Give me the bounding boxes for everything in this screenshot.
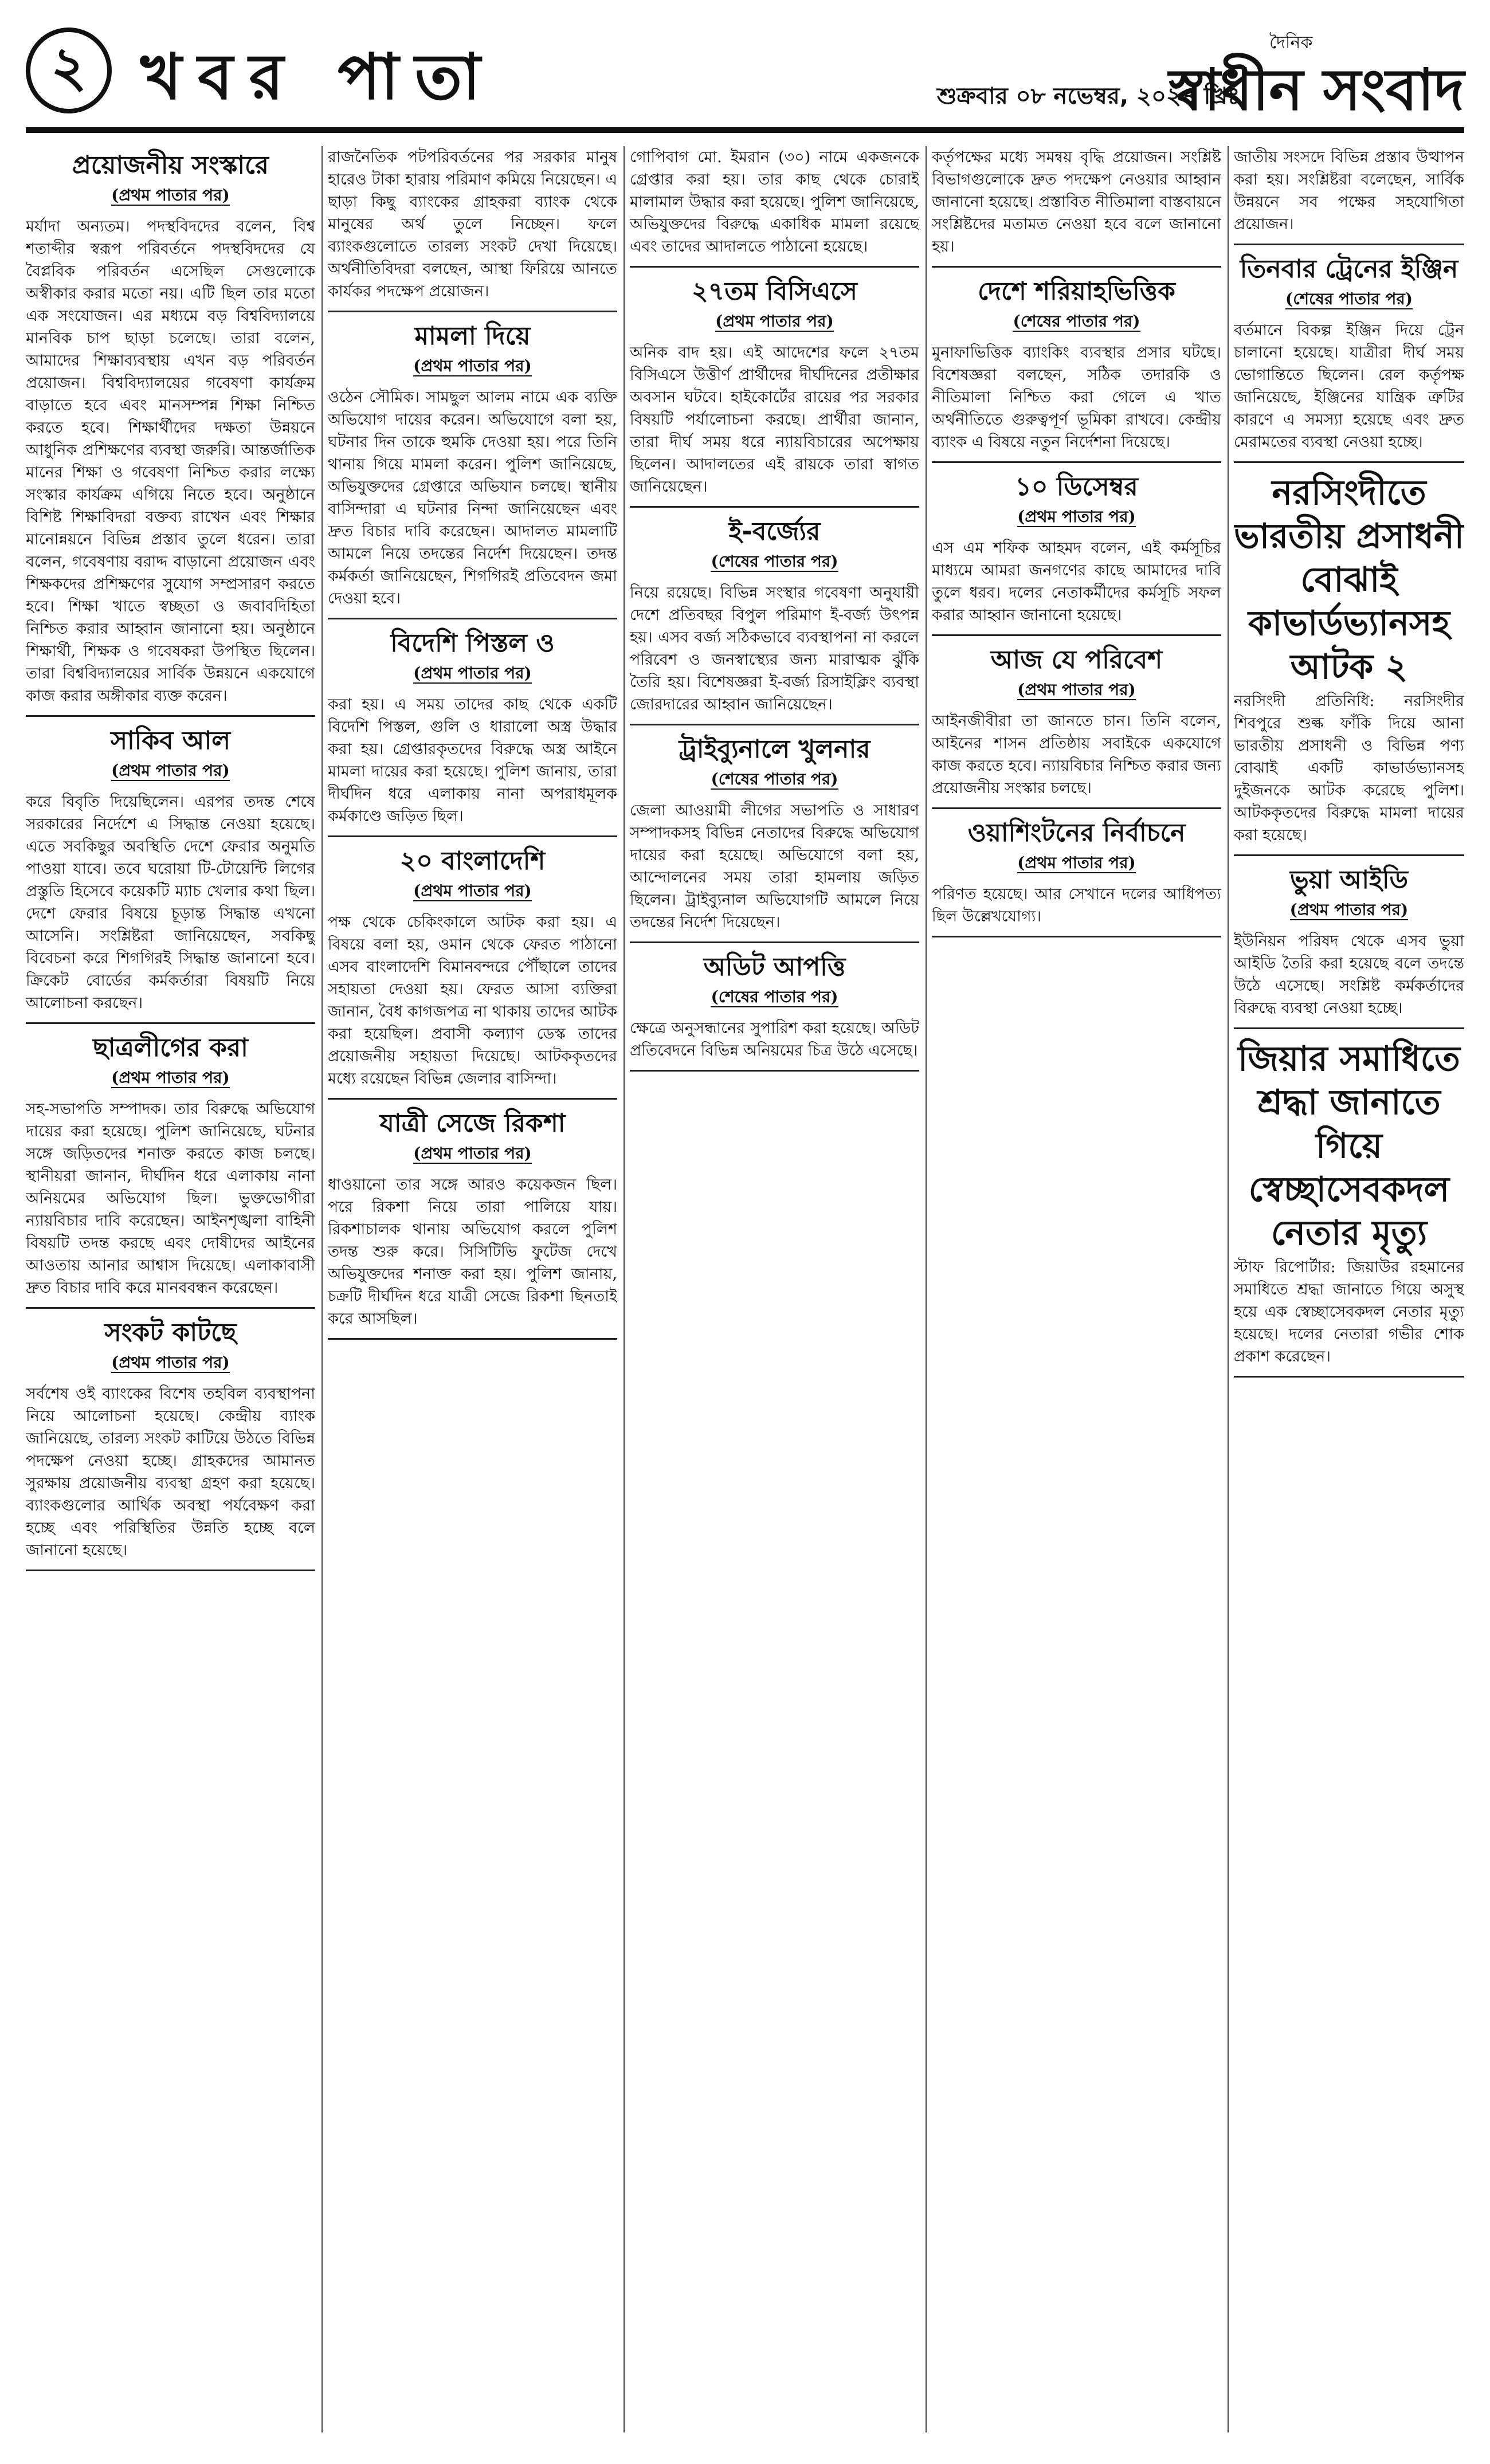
article bbox=[328, 146, 617, 303]
continuation-label: (প্রথম পাতার পর) bbox=[1017, 680, 1136, 699]
article-headline: বিদেশি পিস্তল ও bbox=[390, 629, 555, 658]
article-continuation-note bbox=[932, 677, 1221, 704]
article-continuation-note bbox=[630, 549, 919, 576]
article-headline: ভুয়া আইডি bbox=[1290, 865, 1408, 894]
column-divider bbox=[1228, 146, 1229, 2432]
article-separator bbox=[26, 715, 315, 717]
article bbox=[932, 471, 1221, 626]
article-body: অনিক বাদ হয়। এই আদেশের ফলে ২৭তম বিসিএসে উত্তীর্ণ প্রার্থীদের দীর্ঘদিনের প্রতীক্ষার অবসান ঘটবে। হাইকোর্টের রায়ের পর সরকার বিষয়টি পর্যালোচনা করছে। প্রার্থীরা জানান, তারা দীর্ঘ সময় ধরে ন্যায়বিচারের অপেক্ষায় ছিলেন। আদালতের এই রায়কে তারা স্বাগত জানিয়েছেন। bbox=[630, 344, 919, 496]
article-body: মর্যাদা অন্যতম। পদস্থবিদদের বলেন, বিশ্ব শতাব্দীর স্বরূপ পরিবর্তনে পদস্থবিদদের যে বৈপ্লবিক পরিবর্তন এসেছিল সেগুলোকে অস্বীকার করার মতো নয়। এটি ছিল তার মতো এক সংযোজন। এর মধ্যমে বড় বিশ্ববিদ্যালয়ে মানবিক চাপ ছাড়া চলেছে। তারা বলেন, আমাদের শিক্ষাব্যবস্থায় এখন বড় পরিবর্তন প্রয়োজন। বিশ্ববিদ্যালয়ের গবেষণা কার্যক্রম বাড়াতে হবে এবং মানসম্পন্ন শিক্ষা নিশ্চিত করতে হবে। শিক্ষার্থীদের দক্ষতা উন্নয়নে আধুনিক প্রশিক্ষণের ব্যবস্থা জরুরি। আন্তর্জাতিক মানের শিক্ষা ও গবেষণা নিশ্চিত করার লক্ষ্যে সংস্কার কার্যক্রম এগিয়ে নিতে হবে। অনুষ্ঠানে বিশিষ্ট শিক্ষাবিদরা বক্তব্য রাখেন এবং শিক্ষার মানোন্নয়নে বিভিন্ন প্রস্তাব তুলে ধরেন। তারা বলেন, গবেষণায় বরাদ্দ বাড়ানো প্রয়োজন এবং শিক্ষকদের প্রশিক্ষণের সুযোগ সম্প্রসারণ করতে হবে। শিক্ষা খাতে স্বচ্ছতা ও জবাবদিহিতা নিশ্চিত করার আহ্বান জানানো হয়। অনুষ্ঠানে শিক্ষার্থী, শিক্ষক ও গবেষকরা উপস্থিত ছিলেন। তারা বিশ্ববিদ্যালয়ের সার্বিক উন্নয়নে একযোগে কাজ করার অঙ্গীকার ব্যক্ত করেন। bbox=[26, 218, 315, 705]
article bbox=[630, 951, 919, 1062]
article-headline: নরসিংদীতে ভারতীয় প্রসাধনী বোঝাই কাভার্ডভ্যানসহ আটক ২ bbox=[1234, 473, 1464, 687]
article-separator bbox=[932, 461, 1221, 463]
article-body: রাজনৈতিক পটপরিবর্তনের পর সরকার মানুষ হারেও টাকা হারায় পরিমাণ কমিয়ে নিয়েছেন। এ ছাড়া কিছু ব্যাংকের গ্রাহকরা ব্যাংক থেকে মানুষের অর্থ তুলে নিচ্ছেন। ফলে ব্যাংকগুলোতে তারল্য সংকট দেখা দিয়েছে। অর্থনীতিবিদরা বলছেন, আস্থা ফিরিয়ে আনতে কার্যকর পদক্ষেপ প্রয়োজন। bbox=[328, 148, 617, 300]
article-continuation-note bbox=[26, 1065, 315, 1092]
article-headline: তিনবার ট্রেনের ইঞ্জিন bbox=[1240, 254, 1458, 284]
article-body: আইনজীবীরা তা জানতে চান। তিনি বলেন, আইনের শাসন প্রতিষ্ঠায় সবাইকে একযোগে কাজ করতে হবে। ন্যায়বিচার নিশ্চিত করার জন্য প্রয়োজনীয় সংস্কার চলছে। bbox=[932, 712, 1221, 797]
article-body: নিয়ে রয়েছে। বিভিন্ন সংস্থার গবেষণা অনুযায়ী দেশে প্রতিবছর বিপুল পরিমাণ ই-বর্জ্য উৎপন্ন হয়। এসব বর্জ্য সঠিকভাবে ব্যবস্থাপনা না করলে পরিবেশ ও জনস্বাস্থ্যের জন্য মারাত্মক ঝুঁকি তৈরি হয়। বিশেষজ্ঞরা ই-বর্জ্য রিসাইক্লিং ব্যবস্থা জোরদারের আহ্বান জানিয়েছেন। bbox=[630, 584, 919, 713]
continuation-label: (প্রথম পাতার পর) bbox=[111, 186, 230, 205]
article-separator bbox=[630, 724, 919, 725]
article-separator bbox=[932, 634, 1221, 636]
article-separator bbox=[932, 807, 1221, 809]
article-headline: ২৭তম বিসিএসে bbox=[692, 277, 857, 306]
masthead bbox=[26, 23, 1464, 126]
article-body: কর্তৃপক্ষের মধ্যে সমন্বয় বৃদ্ধি প্রয়োজন। সংশ্লিষ্ট বিভাগগুলোকে দ্রুত পদক্ষেপ নেওয়ার আহ্বান জানানো হয়েছে। প্রস্তাবিত নীতিমালা বাস্তবায়নে সংশ্লিষ্টদের মতামত নেওয়া হবে বলে জানানো হয়। bbox=[932, 148, 1221, 256]
continuation-label: (শেষের পাতার পর) bbox=[711, 770, 838, 788]
article-continuation-note bbox=[932, 850, 1221, 877]
article bbox=[630, 146, 919, 258]
continuation-label: (প্রথম পাতার পর) bbox=[111, 1068, 230, 1087]
article-body: পক্ষ থেকে চেকিংকালে আটক করা হয়। এ বিষয়ে বলা হয়, ওমান থেকে ফেরত পাঠানো এসব বাংলাদেশি বিমানবন্দরে পৌঁছালে তাদের সহায়তা দেওয়া হয়। ফেরত আসা ব্যক্তিরা জানান, বৈধ কাগজপত্র না থাকায় তাদের আটক করা হয়েছিল। প্রবাসী কল্যাণ ডেস্ক তাদের প্রয়োজনীয় সহায়তা দিয়েছে। আটককৃতদের মধ্যে রয়েছেন বিভিন্ন জেলার বাসিন্দা। bbox=[328, 913, 617, 1088]
article-continuation-note bbox=[932, 504, 1221, 531]
article-separator bbox=[1234, 854, 1464, 856]
article-continuation-note bbox=[328, 354, 617, 380]
article-continuation-note bbox=[932, 309, 1221, 336]
article-continuation-note bbox=[26, 758, 315, 785]
article-headline: যাত্রী সেজে রিকশা bbox=[379, 1109, 566, 1138]
article bbox=[1234, 1037, 1464, 1368]
column-3 bbox=[630, 146, 919, 2432]
article bbox=[328, 1108, 617, 1330]
article-separator bbox=[1234, 1376, 1464, 1378]
article-headline: অডিট আপত্তি bbox=[703, 952, 846, 982]
article-headline: ১০ ডিসেম্বর bbox=[1015, 472, 1138, 501]
article-body: করে বিবৃতি দিয়েছিলেন। এরপর তদন্ত শেষে সরকারের নির্দেশে এ সিদ্ধান্ত নেওয়া হয়েছে। এতে সবকিছুর অবস্থিতি দেশে ফেরার অনুমতি পাওয়া যাবে। তবে ঘরোয়া টি-টোয়েন্টি লিগের প্রস্তুতি হিসেবে কয়েকটি ম্যাচ খেলার কথা ছিল। দেশে ফেরার বিষয়ে চূড়ান্ত সিদ্ধান্ত এখনো আসেনি। সংশ্লিষ্টরা জানিয়েছেন, সবকিছু বিবেচনা করে শিগগিরই সিদ্ধান্ত জানানো হবে। ক্রিকেট বোর্ডের কর্মকর্তারা বিষয়টি নিয়ে আলোচনা করছেন। bbox=[26, 793, 315, 1012]
article bbox=[328, 845, 617, 1090]
article-headline: সংকট কাটছে bbox=[104, 1318, 237, 1347]
article bbox=[328, 320, 617, 610]
continuation-label: (প্রথম পাতার পর) bbox=[111, 761, 230, 780]
article-continuation-note bbox=[630, 309, 919, 336]
article bbox=[1234, 471, 1464, 846]
article-headline: মামলা দিয়ে bbox=[414, 321, 531, 351]
article bbox=[932, 146, 1221, 258]
article-headline: সাকিব আল bbox=[110, 726, 231, 755]
article-continuation-note bbox=[1234, 287, 1464, 313]
column-4 bbox=[932, 146, 1221, 2432]
article-body: স্টাফ রিপোর্টার: জিয়াউর রহমানের সমাধিতে শ্রদ্ধা জানাতে গিয়ে অসুস্থ হয়ে এক স্বেচ্ছাসেবকদল নেতার মৃত্যু হয়েছে। দলের নেতারা গভীর শোক প্রকাশ করেছেন। bbox=[1234, 1258, 1464, 1366]
continuation-label: (প্রথম পাতার পর) bbox=[1017, 853, 1136, 872]
article-body: মুনাফাভিত্তিক ব্যাংকিং ব্যবস্থার প্রসার ঘটছে। বিশেষজ্ঞরা বলছেন, সঠিক তদারকি ও নীতিমালা নিশ্চিত করা গেলে এ খাত অর্থনীতিতে গুরুত্বপূর্ণ ভূমিকা রাখবে। কেন্দ্রীয় ব্যাংক এ বিষয়ে নতুন নির্দেশনা দিয়েছে। bbox=[932, 344, 1221, 451]
article-body: জেলা আওয়ামী লীগের সভাপতি ও সাধারণ সম্পাদকসহ বিভিন্ন নেতাদের বিরুদ্ধে অভিযোগ দায়ের করা হয়েছে। অভিযোগে বলা হয়, আন্দোলনের সময় তারা হামলায় জড়িত ছিলেন। ট্রাইব্যুনাল অভিযোগটি আমলে নিয়ে তদন্তের নির্দেশ দিয়েছেন। bbox=[630, 802, 919, 931]
column-divider bbox=[926, 146, 927, 2432]
article-body: করা হয়। এ সময় তাদের কাছ থেকে একটি বিদেশি পিস্তল, গুলি ও ধারালো অস্ত্র উদ্ধার করা হয়। গ্রেপ্তারকৃতদের বিরুদ্ধে অস্ত্র আইনে মামলা দায়ের করা হয়েছে। পুলিশ জানায়, তারা দীর্ঘদিন ধরে এলাকায় নানা অপরাধমূলক কর্মকাণ্ডে জড়িত ছিল। bbox=[328, 696, 617, 825]
article-separator bbox=[1234, 461, 1464, 463]
article bbox=[1234, 864, 1464, 1019]
article bbox=[328, 627, 617, 827]
article bbox=[26, 1317, 315, 1561]
continuation-label: (শেষের পাতার পর) bbox=[711, 552, 838, 571]
article-separator bbox=[630, 266, 919, 268]
article-separator bbox=[26, 1022, 315, 1024]
paper-logo bbox=[1029, 23, 1464, 123]
article-continuation-note bbox=[630, 767, 919, 794]
article-separator bbox=[328, 1098, 617, 1100]
article bbox=[932, 817, 1221, 928]
article bbox=[26, 150, 315, 707]
continuation-label: (প্রথম পাতার পর) bbox=[1017, 507, 1136, 526]
continuation-label: (শেষের পাতার পর) bbox=[711, 987, 838, 1006]
article-body: পরিণত হয়েছে। আর সেখানে দলের আধিপত্য ছিল উল্লেখযোগ্য। bbox=[932, 885, 1221, 925]
column-2 bbox=[328, 146, 617, 2432]
article bbox=[932, 276, 1221, 453]
article-separator bbox=[1234, 1027, 1464, 1029]
continuation-label: (প্রথম পাতার পর) bbox=[413, 664, 532, 682]
article-continuation-note bbox=[26, 1350, 315, 1377]
continuation-label: (শেষের পাতার পর) bbox=[1013, 312, 1140, 331]
article-body: বর্তমানে বিকল্প ইঞ্জিন দিয়ে ট্রেন চালানো হয়েছে। যাত্রীরা দীর্ঘ সময় ভোগান্তিতে ছিলেন। রেল কর্তৃপক্ষ জানিয়েছে, ইঞ্জিনের যান্ত্রিক ত্রুটির কারণে এ সমস্যা হয়েছে এবং দ্রুত মেরামতের ব্যবস্থা নেওয়া হচ্ছে। bbox=[1234, 321, 1464, 451]
masthead-rule bbox=[26, 127, 1464, 133]
article bbox=[932, 644, 1221, 799]
article-continuation-note bbox=[328, 661, 617, 688]
article-headline: দেশে শরিয়াহভিত্তিক bbox=[978, 277, 1175, 306]
article-body: সহ-সভাপতি সম্পাদক। তার বিরুদ্ধে অভিযোগ দায়ের করা হয়েছে। পুলিশ জানিয়েছে, ঘটনার সঙ্গে জড়িতদের শনাক্ত করতে কাজ চলছে। স্থানীয়রা জানান, দীর্ঘদিন ধরে এলাকায় নানা অনিয়মের অভিযোগ ছিল। ভুক্তভোগীরা ন্যায়বিচার দাবি করেছেন। আইনশৃঙ্খলা বাহিনী বিষয়টি তদন্ত করছে এবং দোষীদের আইনের আওতায় আনার আশ্বাস দিয়েছে। এলাকাবাসী দ্রুত বিচার দাবি করে মানববন্ধন করেছেন। bbox=[26, 1100, 315, 1297]
paper-name: স্বাধীন সংবাদ bbox=[1169, 56, 1464, 123]
page-number-badge: ২ bbox=[26, 28, 112, 113]
article-headline: ট্রাইব্যুনালে খুলনার bbox=[679, 735, 871, 764]
article-separator bbox=[328, 1338, 617, 1340]
article-separator bbox=[932, 936, 1221, 937]
article-separator bbox=[328, 311, 617, 312]
article-separator bbox=[26, 1570, 315, 1571]
article-separator bbox=[26, 1307, 315, 1309]
continuation-label: (প্রথম পাতার পর) bbox=[1289, 900, 1409, 919]
article-continuation-note bbox=[630, 984, 919, 1011]
article bbox=[26, 725, 315, 1014]
article-continuation-note bbox=[26, 183, 315, 210]
column-divider bbox=[321, 146, 323, 2432]
newspaper-page bbox=[26, 23, 1464, 2441]
article-headline: জিয়ার সমাধিতে শ্রদ্ধা জানাতে গিয়ে স্বেচ্ছাসেবকদল নেতার মৃত্যু bbox=[1238, 1039, 1460, 1253]
continuation-label: (প্রথম পাতার পর) bbox=[413, 1144, 532, 1163]
article-separator bbox=[328, 835, 617, 837]
continuation-label: (প্রথম পাতার পর) bbox=[413, 881, 532, 900]
article-body: ইউনিয়ন পরিষদ থেকে এসব ভুয়া আইডি তৈরি করা হয়েছে বলে তদন্তে উঠে এসেছে। সংশ্লিষ্ট কর্মকর্তাদের বিরুদ্ধে ব্যবস্থা নেওয়া হচ্ছে। bbox=[1234, 932, 1464, 1017]
article bbox=[1234, 146, 1464, 236]
continuation-label: (প্রথম পাতার পর) bbox=[111, 1353, 230, 1372]
article-body: নরসিংদী প্রতিনিধি: নরসিংদীর শিবপুরে শুল্ক ফাঁকি দিয়ে আনা ভারতীয় প্রসাধনী ও বিভিন্ন পণ্য বোঝাই একটি কাভার্ডভ্যানসহ দুইজনকে আটক করেছে পুলিশ। আটককৃতদের বিরুদ্ধে মামলা দায়ের করা হয়েছে। bbox=[1234, 692, 1464, 844]
article-separator bbox=[630, 941, 919, 943]
article-separator bbox=[630, 1070, 919, 1072]
article bbox=[630, 733, 919, 933]
article-continuation-note bbox=[1234, 897, 1464, 924]
article-body: সর্বশেষ ওই ব্যাংকের বিশেষ তহবিল ব্যবস্থাপনা নিয়ে আলোচনা হয়েছে। কেন্দ্রীয় ব্যাংক জানিয়েছে, তারল্য সংকট কাটিয়ে উঠতে বিভিন্ন পদক্ষেপ নেওয়া হচ্ছে। গ্রাহকদের আমানত সুরক্ষায় প্রয়োজনীয় ব্যবস্থা গ্রহণ করা হয়েছে। ব্যাংকগুলোর আর্থিক অবস্থা পর্যবেক্ষণ করা হচ্ছে এবং পরিস্থিতির উন্নতি হচ্ছে বলে জানানো হয়েছে। bbox=[26, 1385, 315, 1559]
article-body: গোপিবাগ মো. ইমরান (৩০) নামে একজনকে গ্রেপ্তার করা হয়। তার কাছ থেকে চোরাই মালামাল উদ্ধার করা হয়েছে। পুলিশ জানিয়েছে, অভিযুক্তদের বিরুদ্ধে একাধিক মামলা রয়েছে এবং তাদের আদালতে পাঠানো হয়েছে। bbox=[630, 148, 919, 256]
article-headline: ২০ বাংলাদেশি bbox=[399, 846, 546, 876]
publication-date: শুক্রবার ০৮ নভেম্বর, ২০২৪ খ্রিঃ bbox=[937, 83, 1240, 109]
article-separator bbox=[1234, 244, 1464, 245]
article-headline: আজ যে পরিবেশ bbox=[990, 645, 1163, 674]
article-separator bbox=[630, 506, 919, 508]
article bbox=[630, 276, 919, 498]
column-1 bbox=[26, 146, 315, 2432]
article bbox=[26, 1032, 315, 1299]
continuation-label: (প্রথম পাতার পর) bbox=[715, 312, 834, 331]
article bbox=[630, 516, 919, 716]
continuation-label: (শেষের পাতার পর) bbox=[1285, 289, 1413, 308]
article-separator bbox=[328, 618, 617, 619]
article-continuation-note bbox=[328, 878, 617, 905]
article-continuation-note bbox=[328, 1141, 617, 1168]
article-body: এস এম শফিক আহমদ বলেন, এই কর্মসূচির মাধ্যমে আমরা জনগণের কাছে আমাদের দাবি তুলে ধরব। দলের নেতাকর্মীদের কর্মসূচি সফল করার আহ্বান জানানো হয়েছে। bbox=[932, 539, 1221, 624]
article-body: জাতীয় সংসদে বিভিন্ন প্রস্তাব উত্থাপন করা হয়। সংশ্লিষ্টরা বলেছেন, সার্বিক উন্নয়নে সব পক্ষের সহযোগিতা প্রয়োজন। bbox=[1234, 148, 1464, 233]
continuation-label: (প্রথম পাতার পর) bbox=[413, 356, 532, 375]
article-body: ওঠেন সৌমিক। সামছুল আলম নামে এক ব্যক্তি অভিযোগ দায়ের করেন। অভিযোগে বলা হয়, ঘটনার দিন তাকে হুমকি দেওয়া হয়। পরে তিনি থানায় গিয়ে মামলা করেন। পুলিশ জানিয়েছে, অভিযুক্তদের গ্রেপ্তারে অভিযান চলছে। স্থানীয় বাসিন্দারা এ ঘটনার নিন্দা জানিয়েছেন এবং দ্রুত বিচার দাবি করেছেন। আদালত মামলাটি আমলে নিয়ে তদন্তের নির্দেশ দিয়েছেন। তদন্ত কর্মকর্তা জানিয়েছেন, শিগগিরই প্রতিবেদন জমা দেওয়া হবে। bbox=[328, 389, 617, 607]
article-headline: ই-বর্জ্যের bbox=[728, 517, 821, 546]
article-headline: ওয়াশিংটনের নির্বাচনে bbox=[967, 818, 1186, 848]
article-separator bbox=[932, 266, 1221, 268]
section-title: খবর পাতা bbox=[140, 40, 497, 113]
column-5 bbox=[1234, 146, 1464, 2432]
paper-tagline: দৈনিক bbox=[1269, 33, 1313, 53]
article-body: ধাওয়ানো তার সঙ্গে আরও কয়েকজন ছিল। পরে রিকশা নিয়ে তারা পালিয়ে যায়। রিকশাচালক থানায় অভিযোগ করলে পুলিশ তদন্ত শুরু করে। সিসিটিভি ফুটেজ দেখে অভিযুক্তদের শনাক্ত করা হয়। পুলিশ জানায়, চক্রটি দীর্ঘদিন ধরে যাত্রী সেজে রিকশা ছিনতাই করে আসছিল। bbox=[328, 1176, 617, 1328]
article-headline: প্রয়োজনীয় সংস্কারে bbox=[72, 151, 269, 180]
column-divider bbox=[624, 146, 625, 2432]
article-headline: ছাত্রলীগের করা bbox=[93, 1033, 248, 1062]
article-body: ক্ষেত্রে অনুসন্ধানের সুপারিশ করা হয়েছে। অডিট প্রতিবেদনে বিভিন্ন অনিয়মের চিত্র উঠে এসেছে। bbox=[630, 1019, 919, 1060]
article bbox=[1234, 253, 1464, 453]
